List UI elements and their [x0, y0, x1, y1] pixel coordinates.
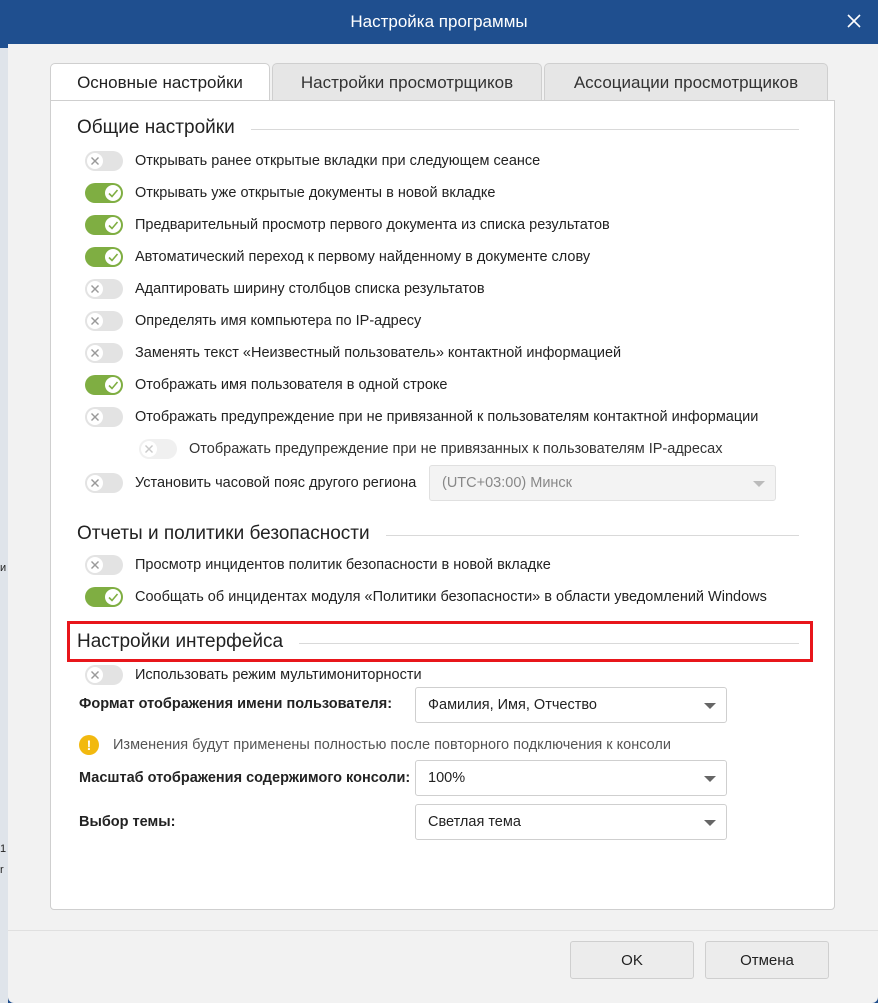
check-icon	[105, 217, 121, 233]
cancel-button[interactable]: Отмена	[705, 941, 829, 979]
option-row	[85, 149, 540, 173]
option-row	[85, 181, 495, 205]
option-label: Автоматический переход к первому найденному в документе слову	[135, 249, 591, 265]
option-row	[139, 437, 722, 461]
check-icon	[105, 589, 121, 605]
dropdown-arrow-icon	[704, 703, 716, 709]
option-label: Отображать предупреждение при не привязанных к пользователям IP-адресах	[189, 441, 723, 457]
scale-select[interactable]	[415, 760, 727, 796]
tab-viewer-associations[interactable]: Ассоциации просмотрщиков	[544, 63, 828, 101]
tab-viewer-settings[interactable]: Настройки просмотрщиков	[272, 63, 542, 101]
toggle-switch[interactable]	[85, 183, 123, 203]
title-bar	[0, 0, 878, 44]
toggle-switch[interactable]	[85, 151, 123, 171]
x-icon	[87, 475, 103, 491]
select-value: Светлая тема	[428, 814, 521, 830]
section-divider	[251, 129, 799, 130]
toggle-switch[interactable]	[85, 247, 123, 267]
name-format-select[interactable]	[415, 687, 727, 723]
background-text: r	[0, 864, 4, 876]
option-row	[85, 373, 447, 397]
toggle-switch[interactable]	[85, 587, 123, 607]
option-row	[85, 405, 758, 429]
footer-divider	[8, 930, 878, 931]
x-icon	[87, 281, 103, 297]
select-value: 100%	[428, 770, 466, 786]
toggle-switch	[139, 439, 177, 459]
x-icon	[87, 153, 103, 169]
option-row	[85, 663, 422, 687]
x-icon	[141, 441, 157, 457]
section-title: Общие настройки	[77, 117, 235, 138]
scale-label: Масштаб отображения содержимого консоли:	[79, 770, 411, 786]
option-row	[85, 341, 621, 365]
x-icon	[87, 345, 103, 361]
tab-general-settings[interactable]: Основные настройки	[50, 63, 270, 102]
option-label: Определять имя компьютера по IP-адресу	[135, 313, 422, 329]
option-row	[85, 585, 767, 609]
option-label: Использовать режим мультимониторности	[135, 667, 422, 683]
option-label: Заменять текст «Неизвестный пользователь» контактной информацией	[135, 345, 622, 361]
option-label: Отображать имя пользователя в одной строке	[135, 377, 448, 393]
toggle-switch[interactable]	[85, 473, 123, 493]
dropdown-arrow-icon	[704, 820, 716, 826]
toggle-switch[interactable]	[85, 215, 123, 235]
theme-select[interactable]	[415, 804, 727, 840]
option-label: Предварительный просмотр первого документа из списка результатов	[135, 217, 610, 233]
x-icon	[87, 409, 103, 425]
option-label: Открывать ранее открытые вкладки при следующем сеансе	[135, 153, 541, 169]
dropdown-arrow-icon	[753, 481, 765, 487]
toggle-switch[interactable]	[85, 407, 123, 427]
toggle-switch[interactable]	[85, 555, 123, 575]
toggle-switch[interactable]	[85, 375, 123, 395]
check-icon	[105, 377, 121, 393]
option-row	[85, 213, 610, 237]
restart-notice	[79, 735, 671, 755]
theme-label: Выбор темы:	[79, 814, 176, 830]
select-value: (UTC+03:00) Минск	[442, 475, 573, 491]
x-icon	[87, 313, 103, 329]
check-icon	[105, 185, 121, 201]
section-divider	[299, 643, 799, 644]
option-row	[85, 553, 551, 577]
close-icon[interactable]	[844, 11, 864, 31]
toggle-switch[interactable]	[85, 311, 123, 331]
notice-text: Изменения будут применены полностью после повторного подключения к консоли	[113, 737, 671, 753]
section-general	[77, 117, 799, 139]
option-row	[85, 245, 590, 269]
option-row	[85, 471, 416, 495]
toggle-switch[interactable]	[85, 279, 123, 299]
toggle-switch[interactable]	[85, 665, 123, 685]
option-label: Установить часовой пояс другого региона	[135, 475, 417, 491]
section-title: Настройки интерфейса	[77, 631, 284, 652]
name-format-label: Формат отображения имени пользователя:	[79, 696, 393, 712]
tab-bar	[50, 63, 830, 101]
select-value: Фамилия, Имя, Отчество	[428, 697, 597, 713]
option-row	[85, 309, 421, 333]
ok-button[interactable]: OK	[570, 941, 694, 979]
x-icon	[87, 557, 103, 573]
check-icon	[105, 249, 121, 265]
toggle-switch[interactable]	[85, 343, 123, 363]
dropdown-arrow-icon	[704, 776, 716, 782]
window-title: Настройка программы	[350, 12, 528, 31]
section-interface	[77, 631, 799, 653]
option-label: Адаптировать ширину столбцов списка результатов	[135, 281, 485, 297]
section-title: Отчеты и политики безопасности	[77, 523, 370, 544]
background-text: и	[0, 562, 7, 574]
background-window	[0, 0, 8, 1003]
section-security	[77, 523, 799, 545]
settings-panel	[50, 100, 835, 910]
warning-icon: !	[79, 735, 99, 755]
option-label: Отображать предупреждение при не привязанной к пользователям контактной информации	[135, 409, 759, 425]
x-icon	[87, 667, 103, 683]
timezone-select	[429, 465, 776, 501]
background-text: 1	[0, 843, 7, 855]
option-label: Сообщать об инцидентах модуля «Политики безопасности» в области уведомлений Windows	[135, 589, 767, 605]
option-label: Открывать уже открытые документы в новой вкладке	[135, 185, 496, 201]
settings-dialog	[8, 44, 878, 1003]
section-divider	[386, 535, 799, 536]
option-label: Просмотр инцидентов политик безопасности в новой вкладке	[135, 557, 551, 573]
option-row	[85, 277, 485, 301]
